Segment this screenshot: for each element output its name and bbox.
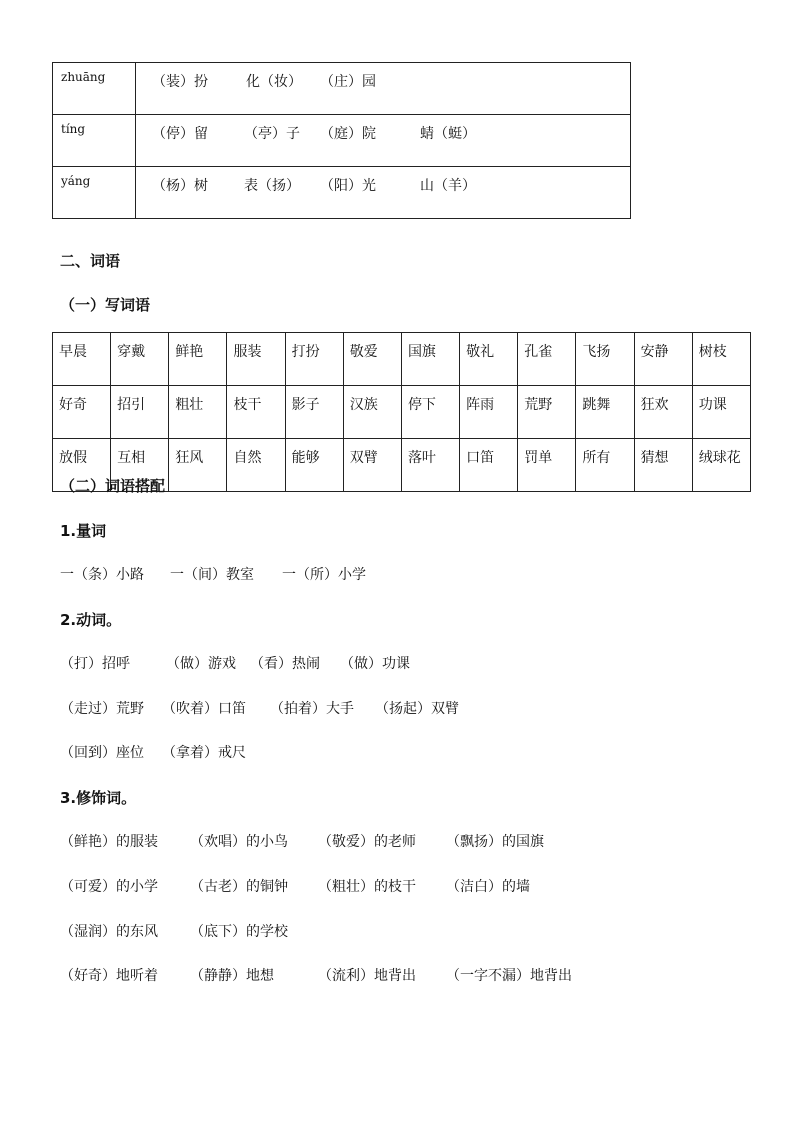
phrase: （湿润）的东风 [60, 924, 158, 940]
word-cell: 狂风 [169, 439, 227, 492]
pinyin-word: （阳）光 [320, 178, 376, 194]
pinyin-word: 山（羊） [420, 178, 476, 194]
pinyin-word: 蜻（蜓） [420, 126, 476, 142]
subsection-title: （一）写词语 [60, 296, 151, 314]
pinyin-cell: tíng [53, 115, 136, 167]
word-cell: 影子 [285, 386, 343, 439]
item-title: 2.动词。 [60, 611, 122, 629]
pinyin-word: （装）扮 [152, 74, 208, 90]
item-title: 1.量词 [60, 522, 107, 540]
word-cell: 服装 [227, 333, 285, 386]
phrase: （回到）座位 [60, 745, 144, 761]
pinyin-words-cell [136, 63, 631, 115]
phrase: （拍着）大手 [270, 701, 354, 717]
word-cell: 罚单 [518, 439, 576, 492]
phrase: （静静）地想 [190, 968, 274, 984]
word-cell: 自然 [227, 439, 285, 492]
word-grid-row [53, 333, 751, 386]
word-cell: 好奇 [53, 386, 111, 439]
word-cell: 招引 [111, 386, 169, 439]
word-cell: 停下 [401, 386, 459, 439]
word-cell: 穿戴 [111, 333, 169, 386]
pinyin-cell: yáng [53, 167, 136, 219]
pinyin-word: 化（妆） [246, 74, 302, 90]
phrase: （底下）的学校 [190, 924, 288, 940]
pinyin-word: （停）留 [152, 126, 208, 142]
word-cell: 互相 [111, 439, 169, 492]
phrase: （走过）荒野 [60, 701, 144, 717]
word-cell: 放假 [53, 439, 111, 492]
word-cell: 汉族 [343, 386, 401, 439]
word-cell: 安静 [634, 333, 692, 386]
word-cell: 跳舞 [576, 386, 634, 439]
word-cell: 鲜艳 [169, 333, 227, 386]
item-title: 3.修饰词。 [60, 789, 137, 807]
word-cell: 能够 [285, 439, 343, 492]
pinyin-word: （亭）子 [244, 126, 300, 142]
word-cell: 飞扬 [576, 333, 634, 386]
word-cell: 枝干 [227, 386, 285, 439]
phrase: （可爱）的小学 [60, 879, 158, 895]
phrase: （洁白）的墙 [446, 879, 530, 895]
word-cell: 绒球花 [692, 439, 750, 492]
phrase: （扬起）双臂 [375, 701, 459, 717]
pinyin-row [53, 115, 631, 167]
phrase: （做）游戏 [166, 656, 236, 672]
phrase: （做）功课 [340, 656, 410, 672]
word-cell: 落叶 [401, 439, 459, 492]
phrase: （好奇）地听着 [60, 968, 158, 984]
word-cell: 国旗 [401, 333, 459, 386]
phrase: （敬爱）的老师 [318, 834, 416, 850]
word-cell: 荒野 [518, 386, 576, 439]
word-cell: 早晨 [53, 333, 111, 386]
pinyin-word: （庭）院 [320, 126, 376, 142]
word-cell: 所有 [576, 439, 634, 492]
phrase: 一（条）小路 [60, 567, 144, 583]
pinyin-words-cell [136, 115, 631, 167]
word-cell: 口笛 [460, 439, 518, 492]
pinyin-row [53, 167, 631, 219]
word-cell: 敬礼 [460, 333, 518, 386]
pinyin-word: （杨）树 [152, 178, 208, 194]
word-cell: 双臂 [343, 439, 401, 492]
word-cell: 阵雨 [460, 386, 518, 439]
phrase: （打）招呼 [60, 656, 130, 672]
word-cell: 孔雀 [518, 333, 576, 386]
word-cell: 敬爱 [343, 333, 401, 386]
phrase: （欢唱）的小鸟 [190, 834, 288, 850]
phrase: （飘扬）的国旗 [446, 834, 544, 850]
pinyin-word: 表（扬） [244, 178, 300, 194]
phrase: （粗壮）的枝干 [318, 879, 416, 895]
word-cell: 树枝 [692, 333, 750, 386]
pinyin-cell: zhuāng [53, 63, 136, 115]
word-cell: 功课 [692, 386, 750, 439]
phrase: （流利）地背出 [318, 968, 416, 984]
pinyin-word: （庄）园 [320, 74, 376, 90]
phrase: 一（所）小学 [282, 567, 366, 583]
word-cell: 打扮 [285, 333, 343, 386]
subsection-title: （二）词语搭配 [60, 477, 166, 495]
phrase: （看）热闹 [250, 656, 320, 672]
phrase: （一字不漏）地背出 [446, 968, 572, 984]
phrase: （古老）的铜钟 [190, 879, 288, 895]
pinyin-words-cell [136, 167, 631, 219]
word-cell: 猜想 [634, 439, 692, 492]
word-cell: 狂欢 [634, 386, 692, 439]
phrase: （吹着）口笛 [162, 701, 246, 717]
phrase: （鲜艳）的服装 [60, 834, 158, 850]
word-grid [52, 332, 751, 492]
section-title: 二、词语 [60, 252, 121, 270]
word-cell: 粗壮 [169, 386, 227, 439]
pinyin-row [53, 63, 631, 115]
phrase: 一（间）教室 [170, 567, 254, 583]
phrase: （拿着）戒尺 [162, 745, 246, 761]
pinyin-table [52, 62, 631, 219]
word-grid-row [53, 386, 751, 439]
